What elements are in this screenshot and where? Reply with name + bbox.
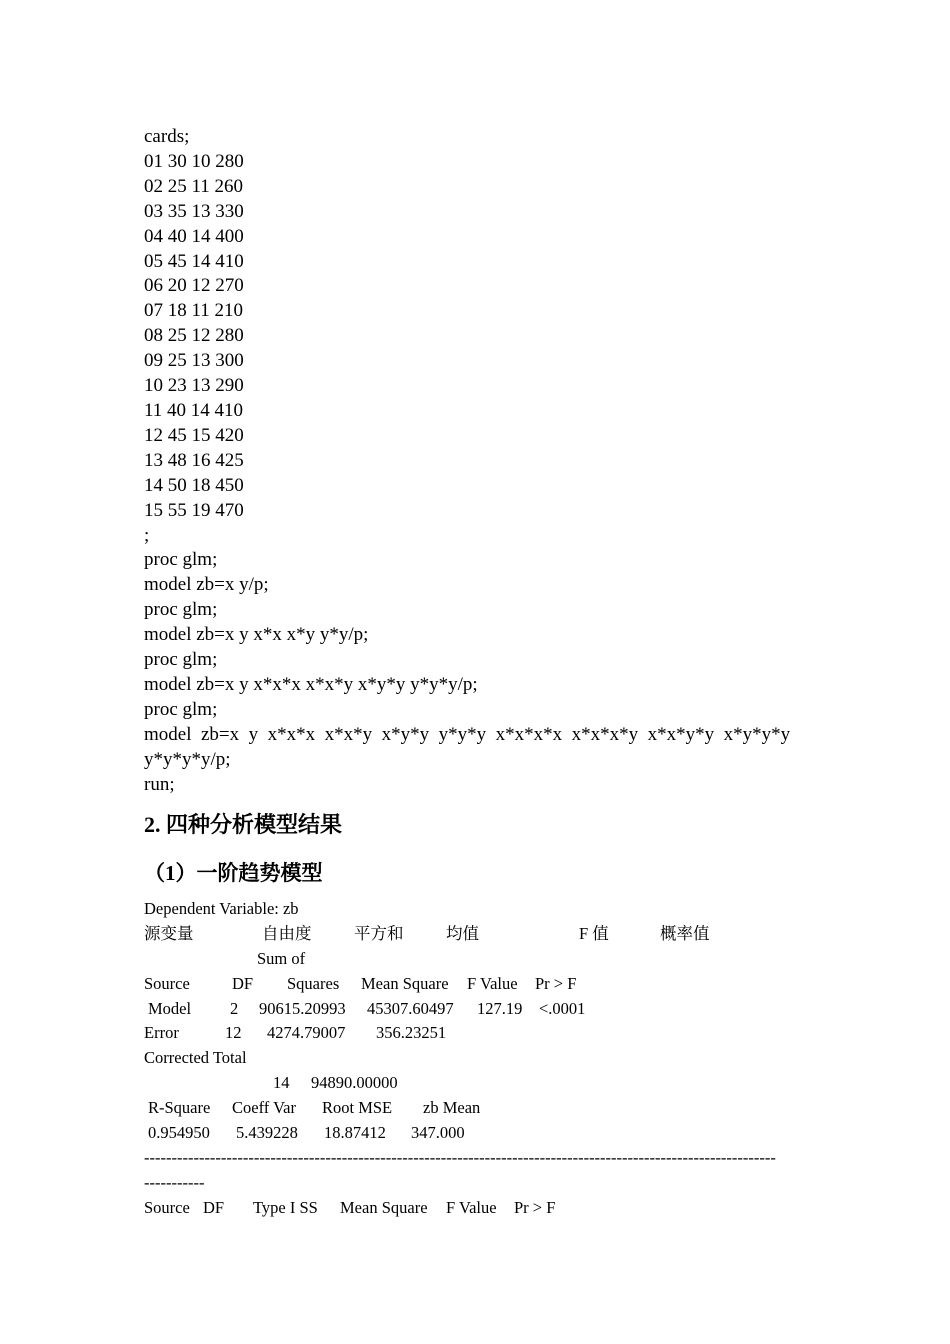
code-line: 07 18 11 210: [144, 300, 244, 322]
code-line: model zb=x y/p;: [144, 574, 269, 596]
code-line: y*y*y*y/p;: [144, 748, 231, 770]
code-line: 14 50 18 450: [144, 474, 244, 496]
chinese-header-row: 源变量 自由度 平方和 均值 F 值 概率值: [144, 923, 710, 943]
code-line: proc glm;: [144, 549, 218, 571]
type1-header-row: Source DF Type I SS Mean Square F Value Pr > F: [144, 1197, 556, 1217]
glm-output: [144, 897, 814, 1221]
subsection-heading: （1）一阶趋势模型: [144, 861, 323, 885]
code-line: 01 30 10 280: [144, 150, 244, 172]
sum-of-row: Sum of: [257, 948, 306, 968]
code-line: proc glm;: [144, 649, 218, 671]
code-line: 03 35 13 330: [144, 200, 244, 222]
code-line: run;: [144, 773, 175, 795]
separator-line-continued: -----------: [144, 1172, 205, 1192]
separator-line: -------------------------------------------------------------------------------------------------------------------: [144, 1147, 776, 1167]
code-line: 11 40 14 410: [144, 399, 244, 421]
fit-values-row: 0.954950 5.439228 18.87412 347.000: [148, 1123, 465, 1143]
fit-header-row: R-Square Coeff Var Root MSE zb Mean: [148, 1098, 481, 1118]
section-heading: 2. 四种分析模型结果: [144, 812, 343, 837]
code-line: 05 45 14 410: [144, 250, 244, 272]
code-line: proc glm;: [144, 698, 218, 720]
anova-model-row: Model 2 90615.20993 45307.60497 127.19 <.0001: [148, 998, 586, 1018]
code-line: 10 23 13 290: [144, 375, 244, 397]
corrected-total-label-row: Corrected Total: [144, 1048, 247, 1068]
anova-error-row: Error 12 4274.79007 356.23251: [144, 1023, 447, 1043]
code-line: model zb=x y x*x*x x*x*y x*y*y y*y*y x*x*x*x x*x*x*y x*x*y*y x*y*y*y: [144, 723, 791, 745]
code-line: model zb=x y x*x*x x*x*y x*y*y y*y*y/p;: [144, 673, 478, 695]
code-line: 08 25 12 280: [144, 325, 244, 347]
code-line: 04 40 14 400: [144, 225, 244, 247]
code-line: 12 45 15 420: [144, 424, 244, 446]
corrected-total-values-row: 14 94890.00000: [273, 1073, 398, 1093]
code-line: cards;: [144, 126, 190, 147]
code-line: proc glm;: [144, 599, 218, 621]
code-line: 02 25 11 260: [144, 175, 244, 197]
code-line: 09 25 13 300: [144, 350, 244, 372]
code-line: 06 20 12 270: [144, 275, 244, 297]
dependent-variable-line: Dependent Variable: zb: [144, 899, 299, 918]
sas-code-block: [144, 125, 814, 797]
code-line: ;: [144, 524, 150, 546]
code-line: 15 55 19 470: [144, 499, 244, 521]
anova-header-row: Source DF Squares Mean Square F Value Pr > F: [144, 973, 577, 993]
code-line: 13 48 16 425: [144, 449, 244, 471]
code-line: model zb=x y x*x x*y y*y/p;: [144, 624, 369, 646]
